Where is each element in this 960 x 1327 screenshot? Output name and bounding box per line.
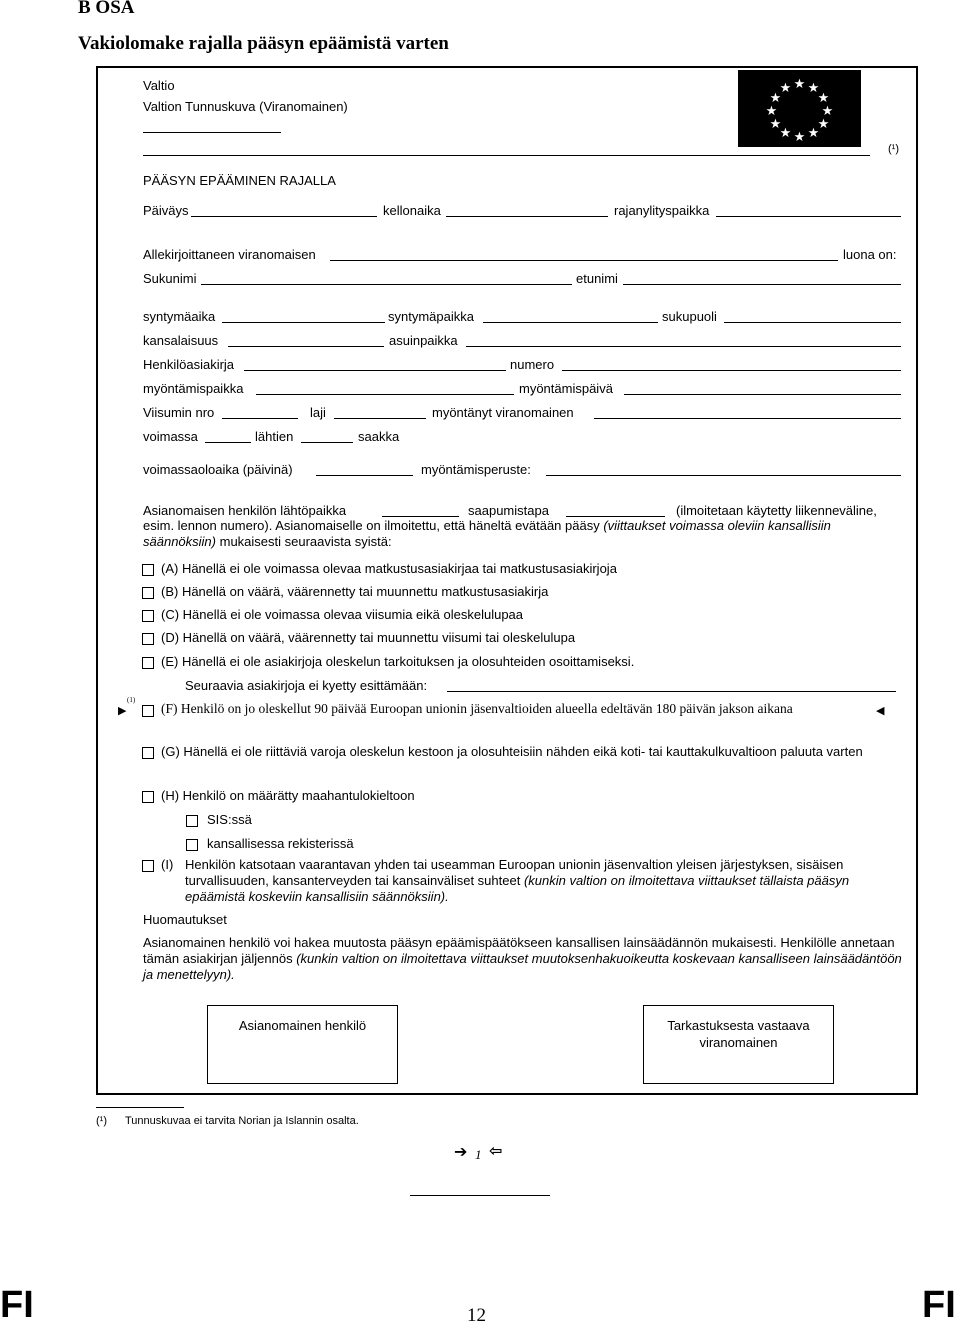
reason-b-label: (B) Hänellä on väärä, väärennetty tai muunnettu matkustusasiakirja [161, 584, 549, 599]
departure-place-label: Asianomaisen henkilön lähtöpaikka [143, 503, 347, 518]
star-icon: ★ [769, 117, 782, 132]
issued-by-field[interactable] [594, 418, 901, 419]
checkbox-reason-h[interactable] [142, 791, 154, 803]
arrow-left-icon: ⇦ [489, 1141, 503, 1160]
number-label: numero [510, 357, 555, 372]
signature-officer-label-2: viranomainen [699, 1035, 778, 1050]
star-icon: ★ [793, 77, 806, 92]
until-label: saakka [358, 429, 400, 444]
reason-f-label: (F) Henkilö on jo oleskellut 90 päivää Euroopan unionin jäsenvaltioiden alueella edeltävän 180 päivän jakson aikana [161, 701, 793, 716]
state-emblem-label: Valtion Tunnuskuva (Viranomainen) [143, 99, 348, 114]
remarks-label: Huomautukset [143, 912, 227, 927]
star-icon: ★ [793, 130, 806, 145]
issue-date-field[interactable] [624, 394, 901, 395]
surname-field[interactable] [201, 284, 572, 285]
language-code-right: FI [922, 1284, 956, 1326]
sex-label: sukupuoli [662, 309, 717, 324]
time-label: kellonaika [383, 203, 441, 218]
arrival-method-label: saapumistapa [468, 503, 549, 518]
valid-label: voimassa [143, 429, 198, 444]
triangle-left-icon: ◀ [876, 704, 885, 717]
footnote-mark: (¹) [96, 1115, 107, 1127]
star-icon: ★ [769, 91, 782, 106]
id-document-field[interactable] [244, 370, 506, 371]
appeal-text: Asianomainen henkilö voi hakea muutosta pääsyn epäämispäätökseen kansallisen lainsäädännön mukaisesti. Henkilölle annetaan tämän asiakirjan jäljennös (kunkin valtion on ilmoitettava viittaukset muutoksenhakuoikeutta koskevaan kansalliseen lainsäädäntöön ja menettelyyn). [143, 935, 902, 982]
eu-flag [738, 70, 861, 147]
star-icon: ★ [779, 126, 792, 141]
reason-i-text: Henkilön katsotaan vaarantavan yhden tai useamman Euroopan unionin jäsenvaltion yleisen järjestyksen, sisäisen turvallisuuden, kansanterveyden tai kansainväliset suhteet (kunkin valtion on ilmoitettava viittaukset tällaista pääsyn epäämistä koskeviin kansallisiin säännöksiin). [185, 857, 850, 904]
national-register-label: kansallisessa rekisterissä [207, 836, 354, 851]
birth-place-field[interactable] [483, 322, 658, 323]
number-field[interactable] [562, 370, 901, 371]
id-document-label: Henkilöasiakirja [143, 357, 235, 372]
checkbox-sis[interactable] [186, 815, 198, 827]
transport-note: (ilmoitetaan käytetty liikenneväline, [676, 503, 877, 518]
nationality-label: kansalaisuus [143, 333, 219, 348]
visa-type-field[interactable] [334, 418, 426, 419]
valid-from-field[interactable] [205, 442, 251, 443]
date-label: Päiväys [143, 203, 189, 218]
birth-date-field[interactable] [222, 322, 385, 323]
reason-h-label: (H) Henkilö on määrätty maahantulokieltoon [161, 788, 415, 803]
residence-field[interactable] [466, 346, 901, 347]
arrow-right-icon: ➔ [454, 1142, 468, 1161]
crossing-point-field[interactable] [716, 216, 901, 217]
checkbox-reason-i[interactable] [142, 860, 154, 872]
footnote-ref: (¹) [888, 143, 899, 155]
issued-by-label: myöntänyt viranomainen [432, 405, 574, 420]
at-label: luona on: [843, 247, 897, 262]
checkbox-national-register[interactable] [186, 839, 198, 851]
star-icon: ★ [807, 81, 820, 96]
reason-d-label: (D) Hänellä on väärä, väärennetty tai muunnettu viisumi tai oleskelulupa [161, 630, 576, 645]
footnote-text: Tunnuskuvaa ei tarvita Norian ja Islannin osalta. [125, 1115, 359, 1127]
arrival-method-field[interactable] [566, 516, 665, 517]
checkbox-reason-a[interactable] [142, 564, 154, 576]
reason-a-label: (A) Hänellä ei ole voimassa olevaa matkustusasiakirjaa tai matkustusasiakirjoja [161, 561, 617, 576]
reason-i-label: (I) [161, 857, 174, 872]
reason-e-label: (E) Hänellä ei ole asiakirjoja oleskelun tarkoituksen ja olosuhteiden osoittamiseksi. [161, 654, 635, 669]
undersigned-label: Allekirjoittaneen viranomaisen [143, 247, 316, 262]
visa-no-field[interactable] [222, 418, 298, 419]
issue-place-label: myöntämispaikka [143, 381, 244, 396]
date-field[interactable] [191, 216, 377, 217]
field-line [143, 132, 281, 133]
section-label: B OSA [78, 0, 135, 18]
amend-separator [410, 1195, 550, 1196]
signature-box-person[interactable] [207, 1005, 398, 1084]
reason-c-label: (C) Hänellä ei ole voimassa olevaa viisumia eikä oleskelulupaa [161, 607, 524, 622]
departure-place-field[interactable] [382, 516, 459, 517]
first-name-label: etunimi [576, 271, 618, 286]
form-heading: PÄÄSYN EPÄÄMINEN RAJALLA [143, 173, 336, 188]
birth-place-label: syntymäpaikka [388, 309, 474, 324]
crossing-point-label: rajanylityspaikka [614, 203, 710, 218]
star-icon: ★ [765, 104, 778, 119]
page-title: Vakiolomake rajalla pääsyn epäämistä varten [78, 33, 449, 54]
checkbox-reason-e[interactable] [142, 657, 154, 669]
birth-date-label: syntymäaika [143, 309, 216, 324]
checkbox-reason-f[interactable] [142, 705, 154, 717]
first-name-field[interactable] [623, 284, 901, 285]
surname-label: Sukunimi [143, 271, 197, 286]
amend-marker: (1) [127, 696, 136, 704]
validity-days-field[interactable] [316, 475, 413, 476]
issue-reason-label: myöntämisperuste: [421, 462, 531, 477]
residence-label: asuinpaikka [389, 333, 458, 348]
valid-until-field[interactable] [301, 442, 353, 443]
sis-label: SIS:ssä [207, 812, 252, 827]
triangle-right-icon: ▶ [118, 704, 127, 717]
time-field[interactable] [446, 216, 608, 217]
signature-person-label: Asianomainen henkilö [238, 1018, 367, 1033]
field-line [143, 155, 870, 156]
intro-text: esim. lennon numero). Asianomaiselle on ilmoitettu, että häneltä evätään pääsy (viittaukset voimassa oleviin kansallisiin säännöksiin) mukaisesti seuraavista syistä: [143, 518, 831, 549]
checkbox-reason-d[interactable] [142, 633, 154, 645]
visa-no-label: Viisumin nro [143, 405, 215, 420]
amend-number: 1 [475, 1147, 482, 1162]
star-icon: ★ [821, 104, 834, 119]
language-code-left: FI [0, 1284, 34, 1326]
star-icon: ★ [807, 126, 820, 141]
sex-field[interactable] [724, 322, 901, 323]
signature-officer-label-1: Tarkastuksesta vastaava [667, 1018, 810, 1033]
signature-box-officer[interactable] [643, 1005, 834, 1084]
visa-type-label: laji [310, 405, 326, 420]
not-shown-docs-field[interactable] [447, 691, 896, 692]
page-number: 12 [467, 1305, 486, 1326]
authority-field[interactable] [330, 260, 838, 261]
footnote-separator [96, 1107, 184, 1108]
star-icon: ★ [817, 117, 830, 132]
validity-days-label: voimassaoloaika (päivinä) [143, 462, 293, 477]
issue-reason-field[interactable] [546, 475, 901, 476]
checkbox-reason-g[interactable] [142, 747, 154, 759]
issue-place-field[interactable] [256, 394, 514, 395]
star-icon: ★ [817, 91, 830, 106]
reason-g-label: (G) Hänellä ei ole riittäviä varoja oleskelun kestoon ja olosuhteisiin nähden eikä koti- tai kauttakulkuvaltioon paluuta varten [161, 744, 863, 759]
state-label: Valtio [143, 78, 175, 93]
from-label: lähtien [255, 429, 294, 444]
checkbox-reason-c[interactable] [142, 610, 154, 622]
nationality-field[interactable] [228, 346, 384, 347]
star-icon: ★ [779, 81, 792, 96]
checkbox-reason-b[interactable] [142, 587, 154, 599]
issue-date-label: myöntämispäivä [519, 381, 613, 396]
not-shown-docs-label: Seuraavia asiakirjoja ei kyetty esittämään: [185, 678, 428, 693]
